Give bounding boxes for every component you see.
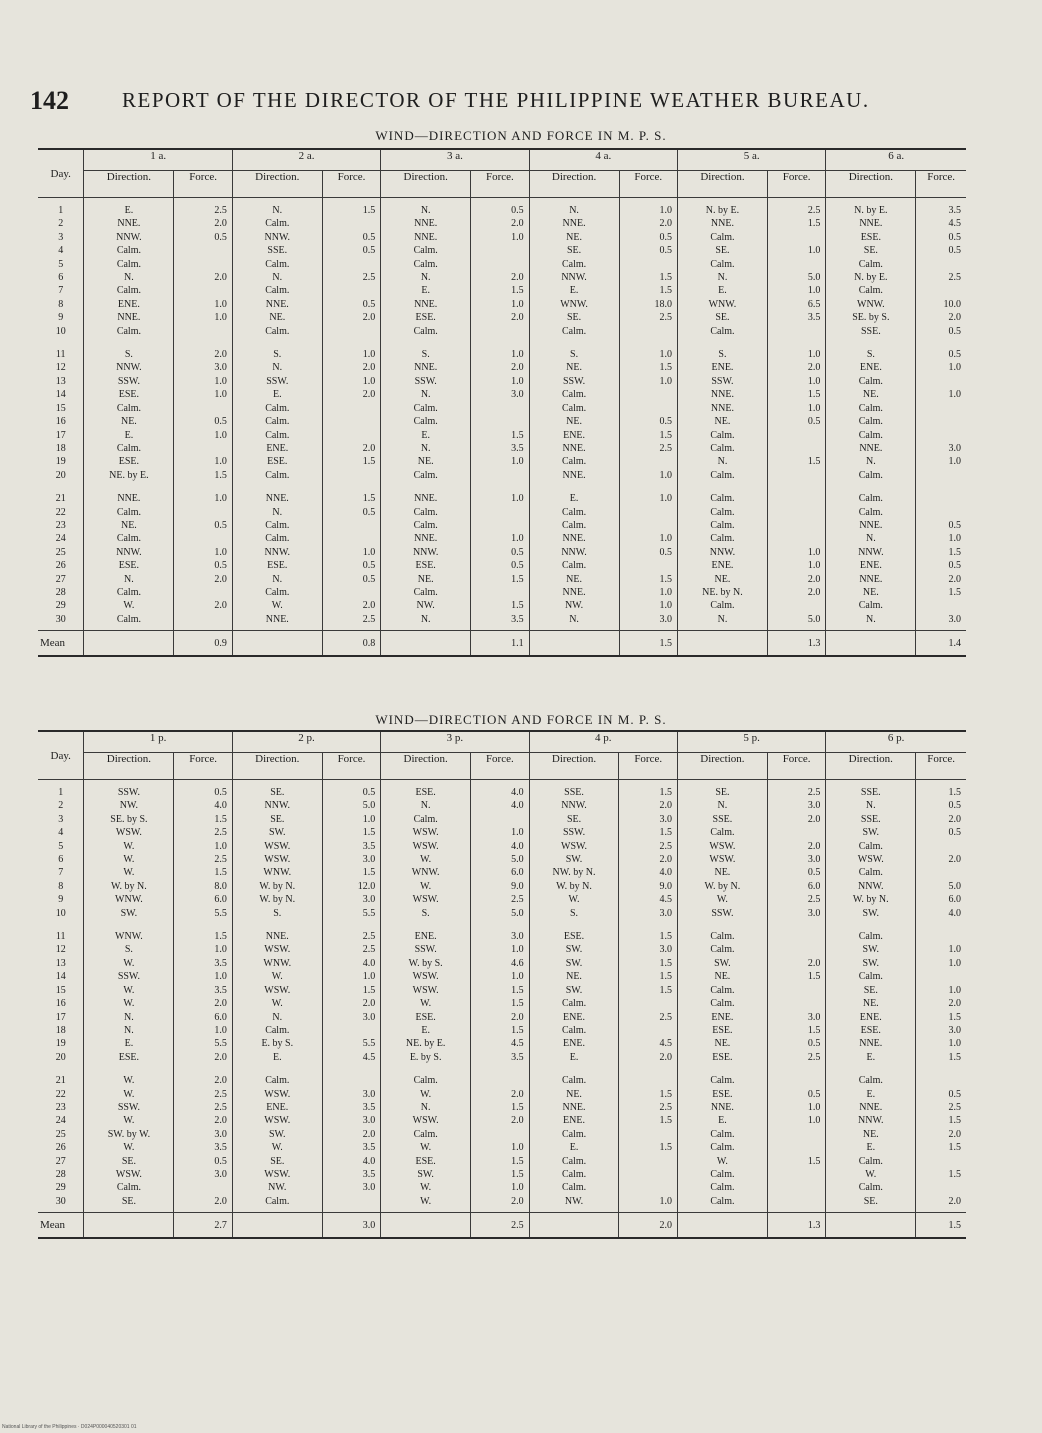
force-cell: 0.5 4.0 1.5 2.5 1.0 2.5 1.5 8.0 6.0 5.5 xyxy=(174,780,233,925)
direction-cell: ESE. SW. SW. NE. SW. Calm. ENE. Calm. ENE. E. xyxy=(529,924,619,1068)
direction-header: Direction. xyxy=(529,753,619,780)
direction-cell: NNE. Calm. NE. Calm. NNW. ESE. N. Calm. W. Calm. xyxy=(84,486,174,631)
hour-header: 3 a. xyxy=(381,149,529,171)
mean-blank xyxy=(381,1213,471,1239)
force-cell: 1.5 0.5 1.0 0.5 0.5 2.0 2.5 xyxy=(322,486,381,631)
force-header: Force. xyxy=(767,171,826,198)
direction-header: Direction. xyxy=(232,753,322,780)
day-numbers: 1 2 3 4 5 6 7 8 9 10 xyxy=(55,787,66,919)
direction-cell: S. ENE. Calm. NE. Calm. Calm. Calm. NNE. N. Calm. xyxy=(826,342,916,486)
direction-cell: NNE. Calm. Calm. NNE. NNW. ESE. NE. Calm. NW. N. xyxy=(381,486,471,631)
force-header: Force. xyxy=(322,753,381,780)
footer-credit: National Library of the Philippines · D024P000040520301 01 xyxy=(2,1424,137,1430)
force-cell: 1.5 0.5 2.0 0.5 2.0 5.0 6.0 4.0 xyxy=(916,780,966,925)
mean-blank xyxy=(232,1213,322,1239)
hour-header: 3 p. xyxy=(381,731,529,753)
direction-cell: Calm. Calm. SW. NE. Calm. Calm. ENE. ESE. NE. ESE. xyxy=(677,924,767,1068)
direction-header: Direction. xyxy=(381,753,471,780)
force-cell: 1.5 2.0 3.0 1.5 2.5 2.0 4.0 9.0 4.5 3.0 xyxy=(619,780,678,925)
force-cell: 1.0 2.0 0.5 0.5 1.5 1.5 18.0 2.5 xyxy=(619,198,678,343)
mean-force-value: 1.1 xyxy=(471,631,530,657)
force-cell: 2.5 2.0 0.5 2.0 1.0 1.0 xyxy=(174,198,233,343)
force-cell: 0.5 1.0 1.0 1.5 xyxy=(767,1068,826,1213)
force-cell: 0.5 5.0 1.0 1.5 3.5 3.0 1.5 12.0 3.0 5.5 xyxy=(322,780,381,925)
direction-cell: SSE. N. SSE. SW. Calm. WSW. Calm. NNW. W. by N. SW. xyxy=(826,780,916,925)
day-numbers: 21 22 23 24 25 26 27 28 29 30 xyxy=(55,493,66,625)
hour-header: 1 a. xyxy=(84,149,232,171)
table-title-am: WIND—DIRECTION AND FORCE IN M. P. S. xyxy=(375,128,667,143)
force-cell: 1.0 1.0 0.5 0.5 1.5 1.5 3.5 xyxy=(471,486,530,631)
force-cell: 0.5 2.0 1.0 2.0 1.5 1.0 2.0 xyxy=(471,198,530,343)
force-cell: 2.5 2.5 4.0 1.0 1.5 2.0 3.0 5.5 4.5 xyxy=(322,924,381,1068)
day-group-row xyxy=(38,1068,966,1213)
direction-cell: ENE. SSW. W. by S. WSW. WSW. W. ESE. E. NE. by E. E. by S. xyxy=(381,924,471,1068)
mean-force-value: 0.9 xyxy=(174,631,233,657)
direction-cell: SSW. NW. SE. by S. WSW. W. W. W. W. by N. WNW. SW. xyxy=(84,780,174,925)
mean-force-value: 1.4 xyxy=(916,631,966,657)
hour-header: 5 a. xyxy=(678,149,826,171)
day-group-row xyxy=(38,780,966,925)
force-header: Force. xyxy=(174,171,233,198)
force-cell: 3.5 4.5 0.5 0.5 2.5 10.0 2.0 0.5 xyxy=(916,198,966,343)
force-cell: 2.0 1.5 3.0 1.5 0.5 2.5 xyxy=(767,924,826,1068)
force-header: Force. xyxy=(174,753,233,780)
direction-cell: Calm. Calm. Calm. Calm. NNW. ENE. NE. NE. by N. Calm. N. xyxy=(678,486,768,631)
hour-header: 4 p. xyxy=(529,731,677,753)
direction-cell: SSE. NNW. SE. SSW. WSW. SW. NW. by N. W. by N. W. S. xyxy=(529,780,619,925)
direction-cell: S. NNW. SSW. ESE. Calm. NE. E. Calm. ESE. NE. by E. xyxy=(84,342,174,486)
table-title-pm: WIND—DIRECTION AND FORCE IN M. P. S. xyxy=(375,712,667,727)
force-cell: 2.5 1.5 1.0 5.0 1.0 6.5 3.5 xyxy=(767,198,826,343)
force-cell: 1.0 2.0 1.0 1.5 1.0 0.5 1.5 xyxy=(767,342,826,486)
mean-blank xyxy=(826,631,916,657)
wind-table xyxy=(38,148,966,657)
mean-label: Mean xyxy=(38,631,84,657)
direction-cell: N. NNE. NE. SE. Calm. NNW. E. WNW. SE. Calm. xyxy=(529,198,619,343)
force-cell: 1.0 2.0 1.0 3.0 1.5 3.5 1.0 xyxy=(471,342,530,486)
mean-blank xyxy=(84,631,174,657)
hour-header: 6 a. xyxy=(826,149,966,171)
day-group-row xyxy=(38,486,966,631)
day-numbers: 11 12 13 14 15 16 17 18 19 20 xyxy=(55,349,66,481)
force-cell: 2.0 1.5 2.0 1.0 1.5 1.5 1.0 2.0 xyxy=(471,1068,530,1213)
direction-cell: N. by E. NNE. Calm. SE. Calm. N. E. WNW. SE. Calm. xyxy=(678,198,768,343)
mean-blank xyxy=(677,1213,767,1239)
force-cell: 1.5 0.5 0.5 2.5 0.5 2.0 xyxy=(322,198,381,343)
direction-cell: S. ENE. SSW. NNE. NNE. NE. Calm. Calm. N. Calm. xyxy=(678,342,768,486)
direction-header: Direction. xyxy=(529,171,619,198)
day-header: Day. xyxy=(38,149,84,198)
force-cell: 1.5 1.0 3.5 1.0 3.5 2.0 6.0 1.0 5.5 2.0 xyxy=(174,924,233,1068)
page-header xyxy=(30,78,1010,118)
direction-header: Direction. xyxy=(826,753,916,780)
mean-force-value: 2.0 xyxy=(619,1213,678,1239)
direction-cell: N. by E. NNE. ESE. SE. Calm. N. by E. Calm. WNW. SE. by S. SSE. xyxy=(826,198,916,343)
force-header: Force. xyxy=(767,753,826,780)
direction-cell: E. Calm. Calm. NNE. NNW. Calm. NE. NNE. NW. N. xyxy=(529,486,619,631)
force-header: Force. xyxy=(471,171,530,198)
force-header: Force. xyxy=(916,171,966,198)
day-group-row xyxy=(38,342,966,486)
day-numbers: 21 22 23 24 25 26 27 28 29 30 xyxy=(55,1075,66,1207)
hour-header: 6 p. xyxy=(826,731,966,753)
wind-table xyxy=(38,730,966,1239)
hour-header: 2 p. xyxy=(232,731,380,753)
direction-cell: Calm. ESE. NNE. E. Calm. Calm. W. Calm. Calm. Calm. xyxy=(677,1068,767,1213)
force-cell: 1.0 0.5 1.0 0.5 2.0 2.0 xyxy=(174,486,233,631)
mean-blank xyxy=(678,631,768,657)
direction-cell: ESE. N. Calm. WSW. WSW. W. WNW. W. WSW. S. xyxy=(381,780,471,925)
mean-force-value: 2.5 xyxy=(471,1213,530,1239)
hour-header: 5 p. xyxy=(677,731,825,753)
direction-header: Direction. xyxy=(826,171,916,198)
force-cell: 0.5 2.5 1.5 2.0 1.5 1.5 2.0 xyxy=(916,1068,966,1213)
force-cell: 3.0 3.5 3.0 2.0 3.5 4.0 3.5 3.0 xyxy=(322,1068,381,1213)
direction-cell: Calm. W. N. WSW. Calm. W. ESE. SW. W. W. xyxy=(381,1068,471,1213)
direction-cell: SE. N. SSE. Calm. WSW. WSW. NE. W. by N. W. SSW. xyxy=(677,780,767,925)
direction-cell: Calm. Calm. NNE. N. NNW. ENE. NNE. NE. Calm. N. xyxy=(826,486,916,631)
force-cell: 1.5 2.5 1.5 1.5 1.0 xyxy=(619,1068,678,1213)
direction-header: Direction. xyxy=(84,171,174,198)
force-cell: 1.0 1.0 0.5 1.5 1.0 1.0 3.0 xyxy=(619,486,678,631)
force-cell: 2.0 3.0 1.0 1.0 0.5 1.0 1.0 1.5 xyxy=(174,342,233,486)
mean-blank xyxy=(381,631,471,657)
force-cell: 1.0 1.0 2.0 2.0 5.0 xyxy=(767,486,826,631)
force-cell: 2.5 3.0 2.0 2.0 3.0 0.5 6.0 2.5 3.0 xyxy=(767,780,826,925)
direction-header: Direction. xyxy=(677,753,767,780)
direction-cell: NNE. N. Calm. Calm. NNW. ESE. N. Calm. W. NNE. xyxy=(232,486,322,631)
mean-blank xyxy=(529,1213,619,1239)
hour-header: 4 a. xyxy=(529,149,677,171)
direction-cell: N. NNE. NNE. Calm. Calm. N. E. NNE. ESE. Calm. xyxy=(381,198,471,343)
direction-cell: NNE. WSW. WNW. W. WSW. W. N. Calm. E. by S. E. xyxy=(232,924,322,1068)
force-cell: 2.0 2.5 2.5 2.0 3.0 3.5 0.5 3.0 2.0 xyxy=(174,1068,233,1213)
direction-cell: S. NE. SSW. Calm. Calm. NE. ENE. NNE. Calm. NNE. xyxy=(529,342,619,486)
direction-cell: WNW. S. W. SSW. W. W. N. N. E. ESE. xyxy=(84,924,174,1068)
force-cell: 0.5 1.0 1.0 3.0 1.0 xyxy=(916,342,966,486)
direction-header: Direction. xyxy=(678,171,768,198)
force-cell: 3.0 1.0 4.6 1.0 1.5 1.5 2.0 1.5 4.5 3.5 xyxy=(471,924,530,1068)
hour-header: 1 p. xyxy=(84,731,232,753)
force-header: Force. xyxy=(619,753,678,780)
day-header: Day. xyxy=(38,731,84,780)
day-group-row xyxy=(38,198,966,343)
force-cell: 1.5 3.0 1.5 1.5 1.5 2.5 4.5 2.0 xyxy=(619,924,678,1068)
direction-cell: S. N. SSW. E. Calm. Calm. Calm. ENE. ESE. Calm. xyxy=(232,342,322,486)
force-cell: 1.0 1.0 1.0 2.0 1.5 3.0 1.0 1.5 xyxy=(916,924,966,1068)
direction-cell: SE. NNW. SE. SW. WSW. WSW. WNW. W. by N. W. by N. S. xyxy=(232,780,322,925)
mean-force-value: 1.5 xyxy=(916,1213,966,1239)
mean-blank xyxy=(232,631,322,657)
day-numbers: 1 2 3 4 5 6 7 8 9 10 xyxy=(55,205,66,337)
direction-cell: S. NNE. SSW. N. Calm. Calm. E. N. NE. Calm. xyxy=(381,342,471,486)
mean-force-value: 3.0 xyxy=(322,1213,381,1239)
mean-force-value: 1.3 xyxy=(767,631,826,657)
direction-header: Direction. xyxy=(232,171,322,198)
page-number: 142 xyxy=(30,86,69,115)
direction-cell: E. NNE. NNW. Calm. Calm. N. Calm. ENE. NNE. Calm. xyxy=(84,198,174,343)
force-header: Force. xyxy=(322,171,381,198)
direction-cell: Calm. WSW. ENE. WSW. SW. W. SE. WSW. NW. Calm. xyxy=(232,1068,322,1213)
force-cell: 1.0 1.5 1.0 0.5 1.5 2.5 1.0 xyxy=(619,342,678,486)
direction-cell: Calm. SW. SW. Calm. SE. NE. ENE. ESE. NNE. E. xyxy=(826,924,916,1068)
mean-blank xyxy=(826,1213,916,1239)
force-header: Force. xyxy=(916,753,966,780)
direction-cell: W. W. SSW. W. SW. by W. W. SE. WSW. Calm. SE. xyxy=(84,1068,174,1213)
force-cell: 0.5 1.0 1.5 0.5 2.0 1.5 3.0 xyxy=(916,486,966,631)
mean-force-value: 2.7 xyxy=(174,1213,233,1239)
direction-header: Direction. xyxy=(84,753,174,780)
force-cell: 1.0 2.0 1.0 2.0 2.0 1.5 xyxy=(322,342,381,486)
force-header: Force. xyxy=(471,753,530,780)
direction-cell: Calm. E. NNE. NNW. NE. E. Calm. W. Calm. SE. xyxy=(826,1068,916,1213)
day-numbers: 11 12 13 14 15 16 17 18 19 20 xyxy=(55,931,66,1063)
mean-force-value: 0.8 xyxy=(322,631,381,657)
wind-table-pm xyxy=(38,730,966,1239)
mean-force-value: 1.5 xyxy=(619,631,678,657)
mean-blank xyxy=(84,1213,174,1239)
day-group-row xyxy=(38,924,966,1068)
force-header: Force. xyxy=(619,171,678,198)
direction-cell: N. Calm. NNW. SSE. Calm. N. Calm. NNE. NE. Calm. xyxy=(232,198,322,343)
wind-table-am xyxy=(38,148,966,657)
hour-header: 2 a. xyxy=(232,149,380,171)
mean-blank xyxy=(529,631,619,657)
mean-force-value: 1.3 xyxy=(767,1213,826,1239)
report-title: REPORT OF THE DIRECTOR OF THE PHILIPPINE WEATHER BUREAU. xyxy=(122,88,870,112)
direction-cell: Calm. NE. NNE. ENE. Calm. E. Calm. Calm. Calm. NW. xyxy=(529,1068,619,1213)
direction-header: Direction. xyxy=(381,171,471,198)
mean-label: Mean xyxy=(38,1213,84,1239)
force-cell: 4.0 4.0 1.0 4.0 5.0 6.0 9.0 2.5 5.0 xyxy=(471,780,530,925)
